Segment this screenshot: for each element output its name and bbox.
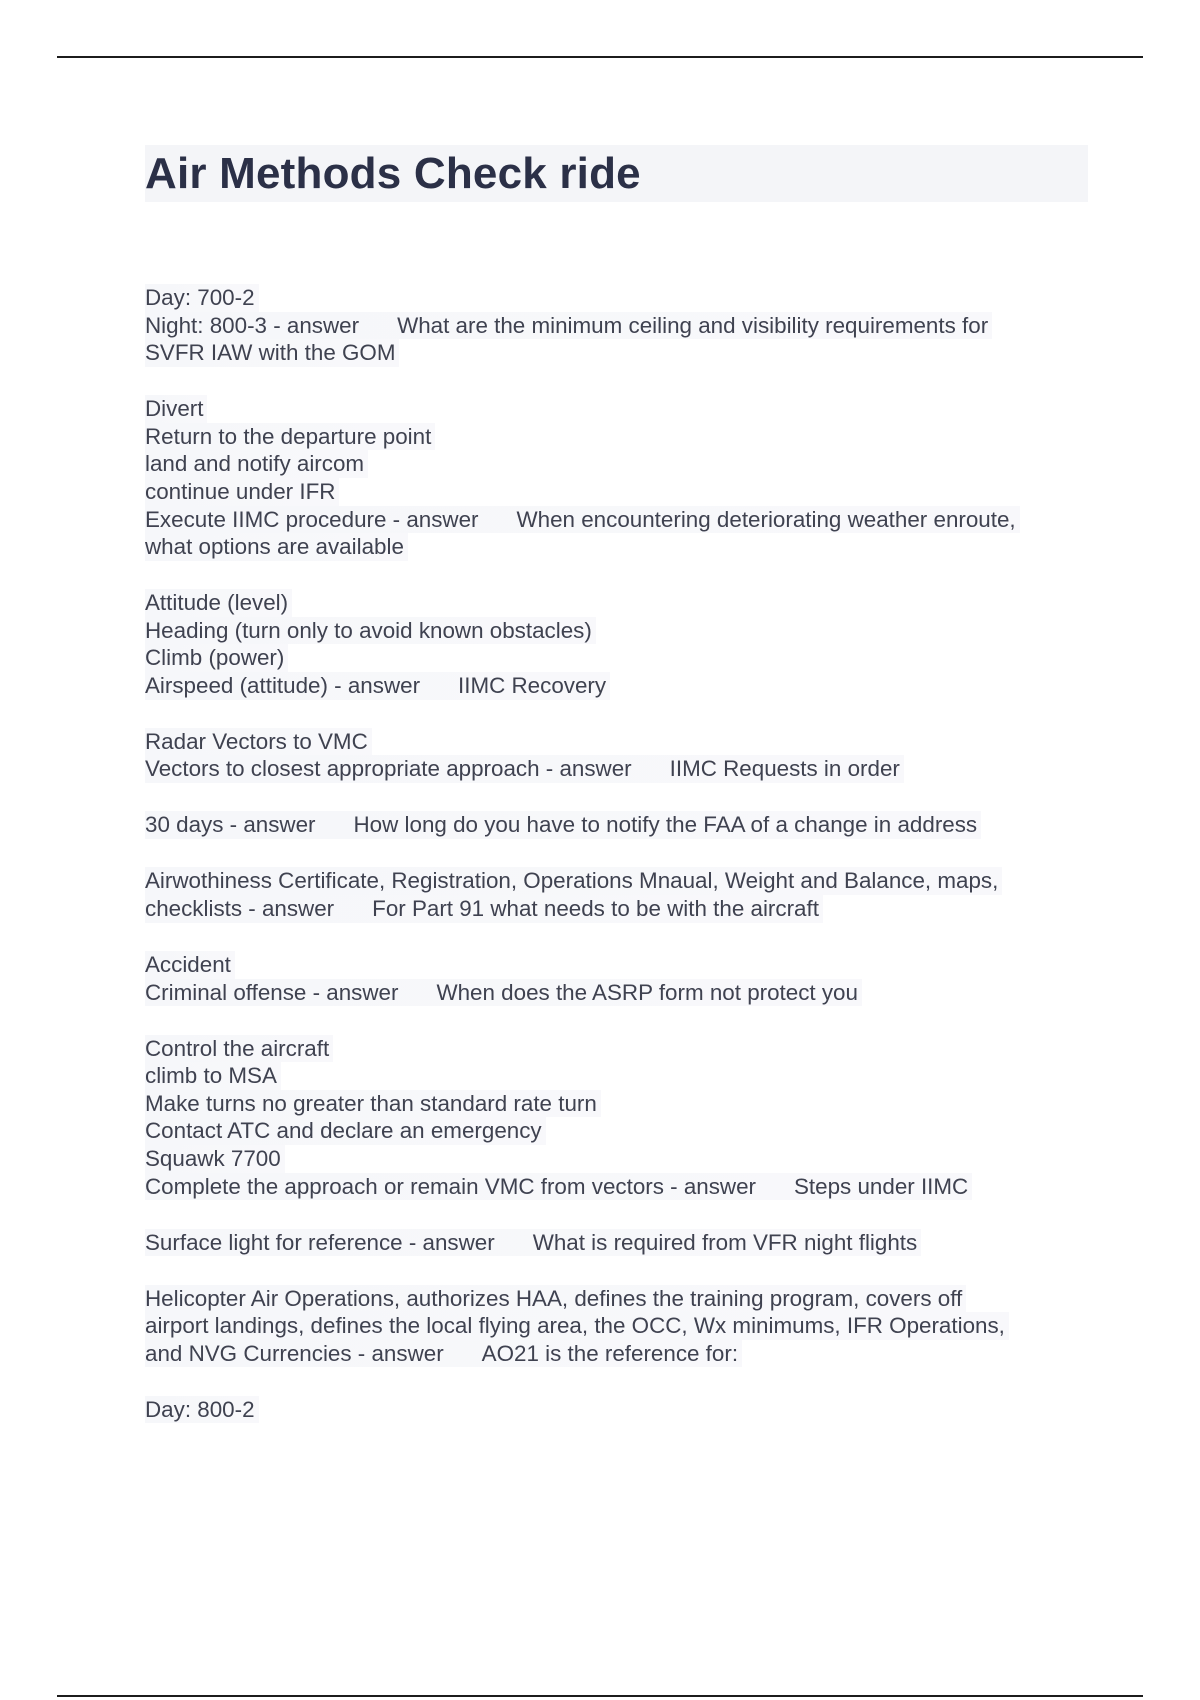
answer-text: 30 days - answer	[145, 812, 316, 838]
top-divider	[57, 56, 1143, 58]
answer-text: Day: 800-2	[145, 1396, 255, 1422]
qa-line	[145, 1062, 281, 1090]
qa-line	[145, 895, 823, 923]
qa-line	[145, 617, 596, 645]
qa-line	[145, 1117, 546, 1145]
answer-text: Execute IIMC procedure - answer	[145, 506, 479, 532]
answer-text: Vectors to closest appropriate approach - answer	[145, 756, 632, 782]
answer-text: Return to the departure point	[145, 423, 432, 449]
qa-line	[145, 1312, 1009, 1340]
answer-text: Make turns no greater than standard rate turn	[145, 1090, 597, 1116]
qa-block	[145, 395, 1095, 561]
answer-text: Helicopter Air Operations, authorizes HAA, defines the training program, covers off	[145, 1285, 963, 1311]
question-text: For Part 91 what needs to be with the aircraft	[372, 896, 819, 922]
qa-line	[145, 951, 235, 979]
qa-block	[145, 867, 1095, 922]
answer-text: Radar Vectors to VMC	[145, 728, 368, 754]
qa-line	[145, 1229, 921, 1257]
question-text: AO21 is the reference for:	[481, 1340, 739, 1366]
answer-text: climb to MSA	[145, 1063, 277, 1089]
qa-block	[145, 728, 1095, 783]
qa-line	[145, 478, 339, 506]
answer-text: Airwothiness Certificate, Registration, Operations Mnaual, Weight and Balance, maps,	[145, 868, 999, 894]
question-text: IIMC Recovery	[458, 672, 607, 698]
answer-text: land and notify aircom	[145, 451, 365, 477]
answer-text: what options are available	[145, 534, 404, 560]
question-text: When encountering deteriorating weather enroute,	[516, 506, 1016, 532]
qa-line	[145, 1396, 259, 1424]
qa-line	[145, 867, 1002, 895]
qa-line	[145, 1145, 285, 1173]
bottom-divider	[57, 1695, 1143, 1697]
qa-line	[145, 1285, 966, 1313]
question-text: What is required from VFR night flights	[532, 1229, 918, 1255]
qa-line	[145, 672, 610, 700]
qa-line	[145, 811, 981, 839]
qa-line	[145, 284, 259, 312]
answer-text: and NVG Currencies - answer	[145, 1340, 444, 1366]
qa-line	[145, 1090, 601, 1118]
answer-text: Squawk 7700	[145, 1145, 281, 1171]
answer-text: Night: 800-3 - answer	[145, 312, 360, 338]
answer-text: Divert	[145, 396, 204, 422]
qa-line	[145, 506, 1020, 534]
answer-text: Heading (turn only to avoid known obstacles)	[145, 617, 592, 643]
qa-line	[145, 423, 435, 451]
flashcard-list	[145, 284, 1095, 1452]
qa-line	[145, 1035, 333, 1063]
qa-block	[145, 811, 1095, 839]
qa-line	[145, 450, 368, 478]
answer-text: Surface light for reference - answer	[145, 1229, 495, 1255]
answer-text: Day: 700-2	[145, 285, 255, 310]
qa-line	[145, 533, 408, 561]
question-text: Steps under IIMC	[794, 1173, 969, 1199]
qa-block	[145, 1285, 1095, 1368]
answer-text: checklists - answer	[145, 896, 335, 922]
answer-text: Control the aircraft	[145, 1035, 330, 1061]
answer-text: Attitude (level)	[145, 590, 289, 616]
document-title: Air Methods Check ride	[145, 149, 641, 198]
qa-line	[145, 589, 292, 617]
question-text: What are the minimum ceiling and visibility requirements for	[397, 312, 989, 338]
answer-text: Complete the approach or remain VMC from vectors - answer	[145, 1173, 756, 1199]
qa-line	[145, 395, 207, 423]
qa-block	[145, 951, 1095, 1006]
qa-block	[145, 284, 1095, 367]
qa-line	[145, 979, 862, 1007]
answer-text: airport landings, defines the local flying area, the OCC, Wx minimums, IFR Operations,	[145, 1313, 1005, 1339]
qa-line	[145, 1173, 972, 1201]
qa-block	[145, 1396, 1095, 1424]
question-text: When does the ASRP form not protect you	[436, 979, 858, 1005]
answer-text: Criminal offense - answer	[145, 979, 399, 1005]
qa-line	[145, 728, 372, 756]
qa-block	[145, 589, 1095, 699]
answer-text: Airspeed (attitude) - answer	[145, 672, 421, 698]
answer-text: Contact ATC and declare an emergency	[145, 1118, 542, 1144]
qa-line	[145, 644, 288, 672]
qa-block	[145, 1035, 1095, 1201]
qa-line	[145, 1340, 742, 1368]
qa-line	[145, 312, 992, 340]
qa-line	[145, 339, 399, 367]
answer-text: continue under IFR	[145, 478, 336, 504]
answer-text: SVFR IAW with the GOM	[145, 340, 396, 366]
question-text: IIMC Requests in order	[669, 756, 900, 782]
qa-line	[145, 755, 904, 783]
question-text: How long do you have to notify the FAA of a change in address	[353, 812, 978, 838]
answer-text: Accident	[145, 952, 231, 978]
answer-text: Climb (power)	[145, 645, 285, 671]
qa-block	[145, 1229, 1095, 1257]
